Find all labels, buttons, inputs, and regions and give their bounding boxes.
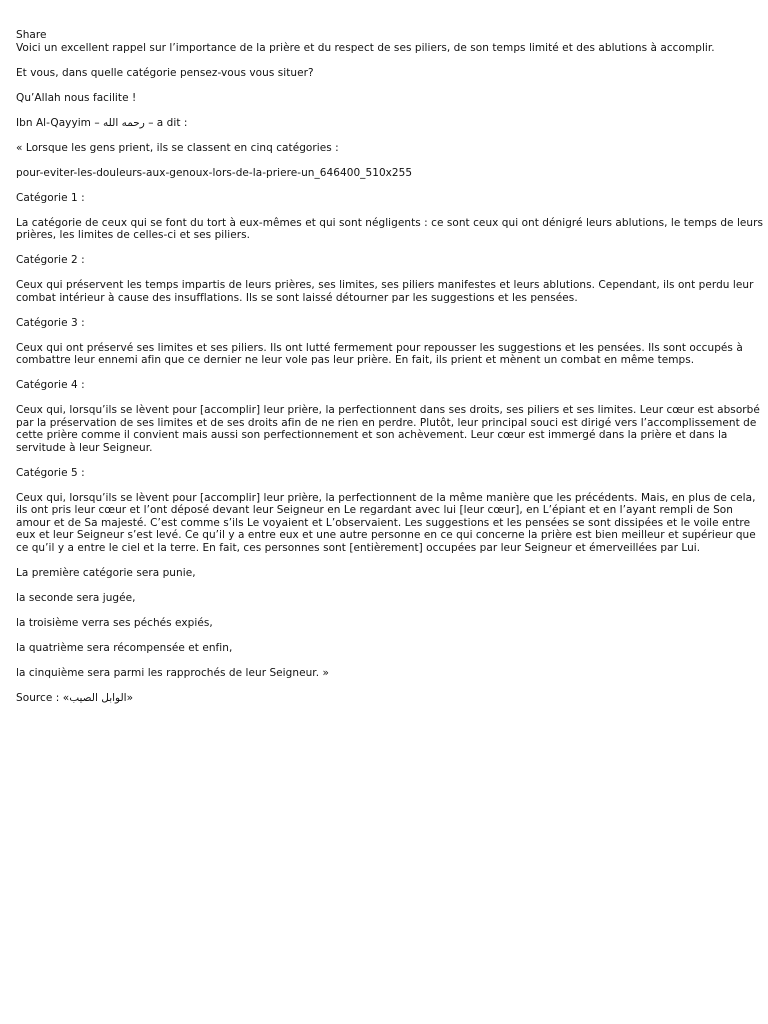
attribution-arabic: رحمه الله xyxy=(103,116,145,129)
source-suffix: » xyxy=(126,691,134,704)
category-2-title: Catégorie 2 : xyxy=(16,254,85,266)
outcome-5: la cinquième sera parmi les rapprochés de leur Seigneur. » xyxy=(16,666,329,679)
category-3-text: Ceux qui ont préservé ses limites et ses piliers. Ils ont lutté fermement pour repousser les suggestions et les pensées. Ils sont occupés à combattre leur ennemi afin que ce dernier ne leur vole pas leur prière. En fait, ils prient et mènent un combat en même temps. xyxy=(16,341,743,366)
outcome-4: la quatrième sera récompensée et enfin, xyxy=(16,641,233,654)
intro-paragraph: Voici un excellent rappel sur l’importance de la prière et du respect de ses piliers, de son temps limité et des ablutions à accomplir. xyxy=(16,41,715,54)
dua-paragraph: Qu’Allah nous facilite ! xyxy=(16,91,137,104)
source-arabic: الوابل الصيب xyxy=(69,691,127,704)
attribution-prefix: Ibn Al-Qayyim – xyxy=(16,116,104,129)
source-prefix: Source : « xyxy=(16,691,70,704)
article-body xyxy=(16,29,766,717)
attribution-suffix: – a dit : xyxy=(144,116,188,129)
category-5-text: Ceux qui, lorsqu’ils se lèvent pour [accomplir] leur prière, la perfectionnent de la même manière que les précédents. Mais, en plus de cela, ils ont pris leur cœur et l’ont déposé devant leur Seigneur en Le regardant avec lui [leur cœur], en L’épiant et en l’ayant rempli de Son amour et de Sa majesté. C’est comme s’ils Le voyaient et L’observaient. Les suggestions et les pensées se sont dissipées et le voile entre eux et leur Seigneur s’est levé. Ce qu’il y a entre eux et une autre personne en ce qui concerne la prière est bien meilleur et supérieur que ce qu’il y a entre le ciel et la terre. En fait, ces personnes sont [entièrement] occupées par leur Seigneur et émerveillées par Lui. xyxy=(16,491,756,554)
outcome-3: la troisième verra ses péchés expiés, xyxy=(16,616,213,629)
outcome-2: la seconde sera jugée, xyxy=(16,591,136,604)
share-link[interactable]: Share xyxy=(16,29,47,41)
source-paragraph xyxy=(16,692,766,705)
attribution-paragraph xyxy=(16,117,766,130)
category-4-title: Catégorie 4 : xyxy=(16,379,85,391)
category-1-text: La catégorie de ceux qui se font du tort à eux-mêmes et qui sont négligents : ce sont ceux qui ont dénigré leurs ablutions, le temps de leurs prières, les limites de celles-ci et ses piliers. xyxy=(16,216,764,241)
category-5-title: Catégorie 5 : xyxy=(16,466,85,479)
category-3-title: Catégorie 3 : xyxy=(16,316,85,329)
category-2-text: Ceux qui préservent les temps impartis de leurs prières, ses limites, ses piliers manifestes et leurs ablutions. Cependant, ils ont perdu leur combat intérieur à cause des insufflations. Ils se sont laissé détourner par les suggestions et les pensées. xyxy=(16,279,754,304)
quote-intro-paragraph: « Lorsque les gens prient, ils se classent en cinq catégories : xyxy=(16,141,339,154)
category-4-text: Ceux qui, lorsqu’ils se lèvent pour [accomplir] leur prière, la perfectionnent dans ses droits, ses piliers et ses limites. Leur cœur est absorbé par la préservation de ses limites et de ses droits afin de ne rien en perdre. Plutôt, leur principal souci est dirigé vers l’accomplissement de cette prière comme il convient mais aussi son perfectionnement et son achèvement. Leur cœur est immergé dans la prière et dans la servitude à leur Seigneur. xyxy=(16,404,760,454)
category-1-title: Catégorie 1 : xyxy=(16,191,85,204)
outcome-1: La première catégorie sera punie, xyxy=(16,566,196,579)
image-alt-text: pour-eviter-les-douleurs-aux-genoux-lors-de-la-priere-un_646400_510x255 xyxy=(16,166,413,179)
question-paragraph: Et vous, dans quelle catégorie pensez-vous vous situer? xyxy=(16,66,314,79)
